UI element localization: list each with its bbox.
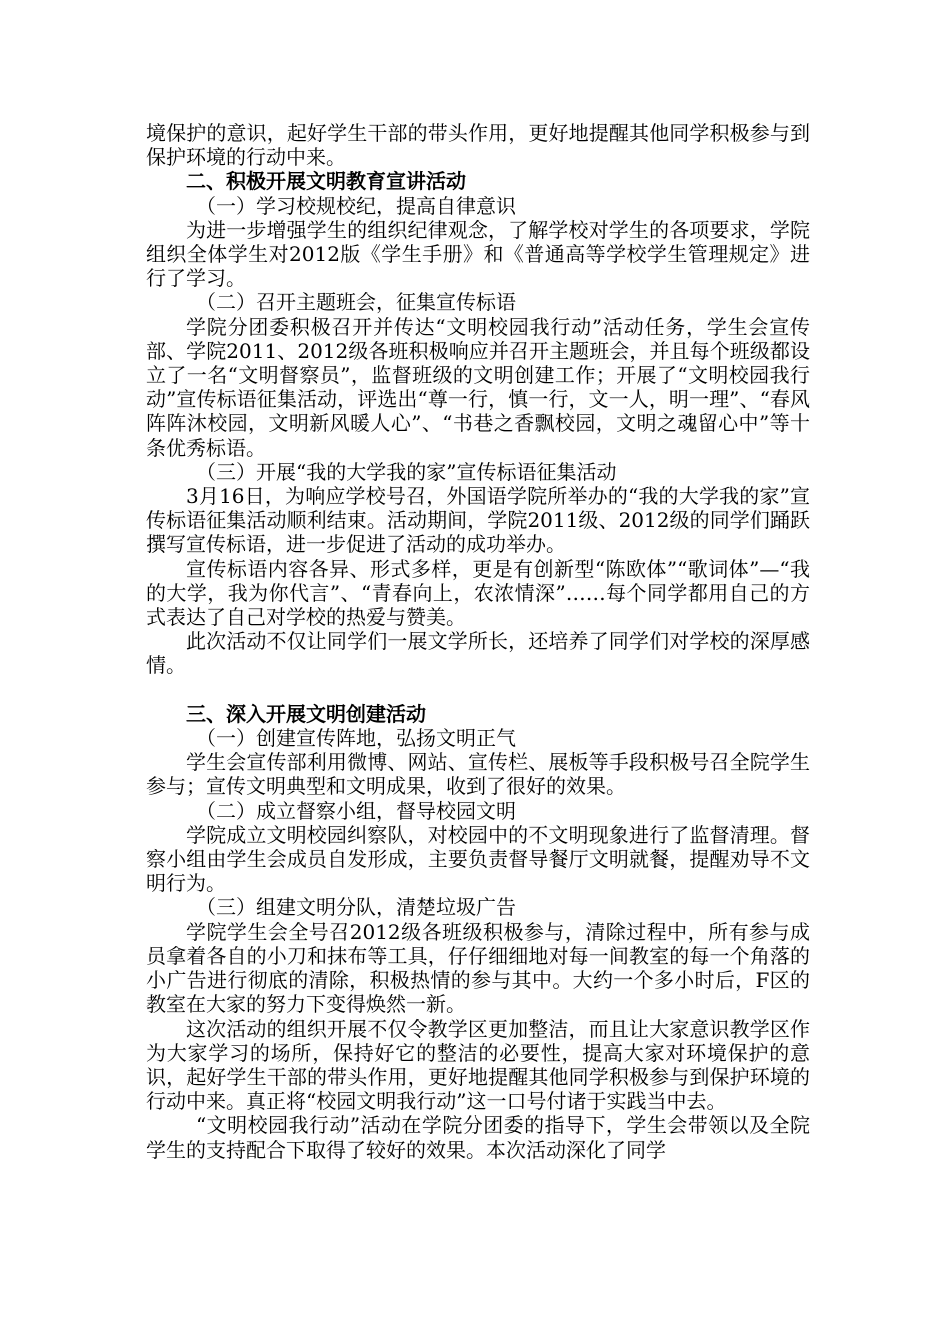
- subheading-3-3: （三）组建文明分队，清楚垃圾广告: [196, 895, 516, 920]
- subheading-3-2: （二）成立督察小组，督导校园文明: [196, 798, 516, 823]
- section-heading-2: 二、积极开展文明教育宣讲活动: [186, 169, 466, 194]
- paragraph: 学院学生会全号召2012级各班级积极参与，清除过程中，所有参与成员拿着各自的小刀和抹布等工具，仔仔细细地对每一间教室的每一个角落的小广告进行彻底的清除，积极热情的参与其中。大约一个多小时后，F区的教室在大家的努力下变得焕然一新。: [146, 919, 810, 1017]
- paragraph: 这次活动的组织开展不仅令教学区更加整洁，而且让大家意识教学区作为大家学习的场所，保持好它的整洁的必要性，提高大家对环境保护的意识，起好学生干部的带头作用，更好地提醒其他同学积极参与到保护环境的行动中来。真正将“校园文明我行动”这一口号付诸于实践当中去。: [146, 1016, 810, 1114]
- paragraph: 学院成立文明校园纠察队，对校园中的不文明现象进行了监督清理。督察小组由学生会成员自发形成，主要负责督导餐厅文明就餐，提醒劝导不文明行为。: [146, 822, 810, 896]
- paragraph: 此次活动不仅让同学们一展文学所长，还培养了同学们对学校的深厚感情。: [146, 629, 810, 678]
- paragraph-final: “文明校园我行动”活动在学院分团委的指导下，学生会带领以及全院学生的支持配合下取得了较好的效果。本次活动深化了同学: [146, 1113, 810, 1162]
- blank-line: [146, 678, 810, 702]
- paragraph: 宣传标语内容各异、形式多样，更是有创新型“陈欧体”“歌词体”—“我的大学，我为你代言”、“青春向上，农浓情深”……每个同学都用自己的方式表达了自己对学校的热爱与赞美。: [146, 556, 810, 630]
- subheading-2-2: （二）召开主题班会，征集宣传标语: [196, 290, 516, 315]
- paragraph: 学院分团委积极召开并传达“文明校园我行动”活动任务，学生会宣传部、学院2011、2012级各班积极响应并召开主题班会，并且每个班级都设立了一名“文明督察员”，监督班级的文明创建工作；开展了“文明校园我行动”宣传标语征集活动，评选出“尊一行，慎一行，文一人，明一理”、“春风阵阵沐校园，文明新风暖人心”、“书巷之香飘校园，文明之魂留心中”等十条优秀标语。: [146, 314, 810, 460]
- subheading-3-1: （一）创建宣传阵地，弘扬文明正气: [196, 726, 516, 751]
- paragraph-continuation: 境保护的意识，起好学生干部的带头作用，更好地提醒其他同学积极参与到保护环境的行动中来。: [146, 121, 810, 170]
- paragraph: 3月16日，为响应学校号召，外国语学院所举办的“我的大学我的家”宣传标语征集活动顺利结束。活动期间，学院2011级、2012级的同学们踊跃撰写宣传标语，进一步促进了活动的成功举办。: [146, 484, 810, 557]
- subheading-2-3: （三）开展“我的大学我的家”宣传标语征集活动: [196, 459, 617, 484]
- paragraph: 为进一步增强学生的组织纪律观念，了解学校对学生的各项要求，学院组织全体学生对2012版《学生手册》和《普通高等学校学生管理规定》进行了学习。: [146, 217, 810, 291]
- document-page: [146, 121, 810, 1162]
- paragraph: 学生会宣传部利用微博、网站、宣传栏、展板等手段积极号召全院学生参与；宣传文明典型和文明成果，收到了很好的效果。: [146, 750, 810, 799]
- section-heading-3: 三、深入开展文明创建活动: [186, 701, 426, 726]
- subheading-2-1: （一）学习校规校纪，提高自律意识: [196, 193, 516, 218]
